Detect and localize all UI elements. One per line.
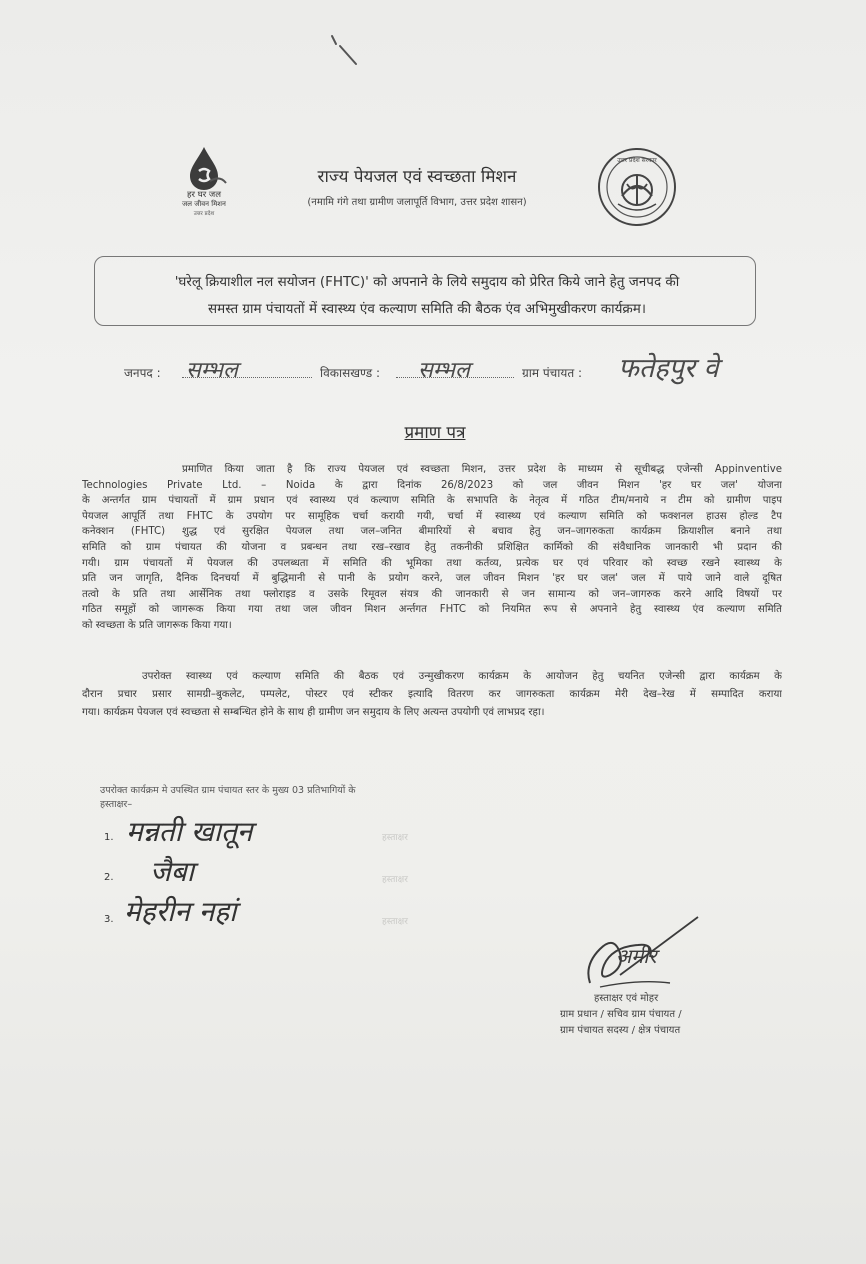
participants-intro <box>100 784 480 812</box>
program-heading-line-1: 'घरेलू क्रियाशील नल सयोजन (FHTC)' को अपनाने के लिये समुदाय को प्रेरित किये जाने हेतु जनपद की <box>174 274 680 290</box>
panchayat-value: फतेहपुर वे <box>618 353 719 384</box>
location-fields-row <box>124 353 784 386</box>
paragraph-1-line: गठित समूहों को जागरूक किया गया तथा जल जीवन मिशन अर्न्तगत FHTC को नियमित रूप से अपनाने हेतु स्वास्थ्य एंव कल्याण समिति <box>82 604 782 616</box>
district-dotted-line <box>182 376 312 378</box>
authority-designation-line-2: ग्राम पंचायत सदस्य / क्षेत्र पंचायत <box>560 1025 681 1036</box>
participant-faint-label: हस्ताक्षर <box>382 833 408 843</box>
paragraph-2-line: गया। कार्यक्रम पेयजल एवं स्वच्छता से सम्बन्धित होने के साथ ही ग्रामीण जन समुदाय के लिए अत्यन्त उपयोगी एवं लाभप्रद रहा। <box>82 707 545 718</box>
certificate-paragraph-1 <box>82 462 782 634</box>
paragraph-2-line: उपरोक्त स्वास्थ्य एवं कल्याण समिति की बैठक एवं उन्मुखीकरण कार्यक्रम के आयोजन हेतु चयनित एजेन्सी द्वारा कार्यक्रम के <box>142 671 782 682</box>
participant-number: 3. <box>104 914 114 925</box>
certificate-paragraph-2 <box>82 668 782 722</box>
logo-text-1: हर घर जल <box>187 190 221 200</box>
paragraph-1-line: प्रति जन जागृति, दैनिक दिनचर्या में बुद्धिमानी से पानी के प्रयोग करने, जल जीवन मिशन 'हर घर जल' जल में पाये जाने वाले दूषित <box>82 573 782 585</box>
har-ghar-jal-logo <box>168 145 248 220</box>
authority-designation-line-1: ग्राम प्रधान / सचिव ग्राम पंचायत / <box>560 1009 682 1020</box>
participant-signature: जैबा <box>150 855 195 888</box>
block-value: सम्भल <box>418 358 470 383</box>
paragraph-1-line: गयी। ग्राम पंचायतों में पेयजल की उपलब्धता में समिति की भूमिका तथा कर्तव्य, प्रत्येक घर एवं परिवार को स्वच्छ रखने स्वास्थ्य के <box>82 557 782 569</box>
paragraph-1-line: के अन्तर्गत ग्राम पंचायतों में ग्राम प्रधान एवं स्वास्थ्य एवं कल्याण समिति के सभापति के नेतृत्व में गठित टीम/मनाये न टीम को ग्रामीण पाइप <box>82 495 782 507</box>
participant-faint-label: हस्ताक्षर <box>382 917 408 927</box>
up-government-emblem <box>594 146 680 228</box>
program-heading-line-2: समस्त ग्राम पंचायतों में स्वास्थ्य एंव कल्याण समिति की बैठक एंव अभिमुखीकरण कार्यक्रम। <box>208 301 646 317</box>
panchayat-label: ग्राम पंचायत : <box>522 366 583 380</box>
participants-intro-line-2: हस्ताक्षर– <box>100 799 133 810</box>
organization-subtitle: (नमामि गंगे तथा ग्रामीण जलापूर्ति विभाग, उत्तर प्रदेश शासन) <box>307 197 527 208</box>
certificate-title: प्रमाण पत्र <box>404 423 466 443</box>
paragraph-1-line: कनेक्शन (FHTC) शुद्ध एवं सुरक्षित पेयजल तथा जल–जनित बीमारियों से बचाव हेतु जन–जागरुकता कार्यक्रम क्रियाशील बनाने तथा <box>82 526 782 538</box>
participants-intro-line-1: उपरोक्त कार्यक्रम मे उपस्थित ग्राम पंचायत स्तर के मुख्य 03 प्रतिभागियों के <box>100 785 356 796</box>
block-dotted-line <box>396 376 514 378</box>
paragraph-2-line: दौरान प्रचार प्रसार सामग्री–बुकलेट, पम्पलेट, पोस्टर एवं स्टीकर इत्यादि वितरण कर जागरुकता कार्यक्रम मेरी देख–रेख में सम्पादित कराया <box>82 689 782 700</box>
participant-signature: मन्नती खातून <box>126 815 253 848</box>
participant-number: 2. <box>104 872 114 883</box>
paragraph-1-line: Technologies Private Ltd. – Noida के द्वारा दिनांक 26/8/2023 को जल जीवन मिशन 'हर घर जल' योजना <box>82 479 782 491</box>
stamp-label: हस्ताक्षर एवं मोहर <box>594 993 659 1004</box>
logo-text-2: जल जीवन मिशन <box>182 200 226 208</box>
district-label: जनपद : <box>124 366 161 380</box>
participant-number: 1. <box>104 832 114 843</box>
paragraph-1-line: को स्वच्छता के प्रति जागरूक किया गया। <box>82 619 232 631</box>
participant-faint-label: हस्ताक्षर <box>382 875 408 885</box>
emblem-text: उत्तर प्रदेश सरकार <box>617 157 657 164</box>
participant-signature: मेहरीन नहां <box>124 895 237 928</box>
block-label: विकासखण्ड : <box>320 366 381 380</box>
paragraph-1-line: प्रमाणित किया जाता है कि राज्य पेयजल एवं स्वच्छता मिशन, उत्तर प्रदेश के माध्यम से सूचीबद्ध एजेन्सी Appinventive <box>182 464 782 475</box>
paragraph-1-line: पेयजल आपूर्ति तथा FHTC के उपयोग पर सामूहिक चर्चा करायी गयी, चर्चा में स्वास्थ्य एवं कल्याण समिति को फक्शनल हाउस होल्ड टैप <box>82 510 782 522</box>
authority-signature-text: अमीर <box>616 944 657 968</box>
pen-mark-decoration <box>326 30 366 72</box>
paragraph-1-line: तत्वो के प्रति तथा आर्सेनिक तथा फ्लोराइड व उसके रिमूवल संयत्र की जानकारी से जन सामान्य को जन–जागरुक करने आदि विषयों पर <box>82 588 782 600</box>
district-value: सम्भल <box>186 358 238 383</box>
paragraph-1-line: समिति को ग्राम पंचायत की योजना व प्रबन्धन तथा रख–रखाव हेतु तकनीकी प्रशिक्षित कार्मिको की संवैधानिक जानकारी भी प्रदान की <box>82 541 782 553</box>
logo-text-3: उत्तर प्रदेश <box>193 211 215 217</box>
organization-title: राज्य पेयजल एवं स्वच्छता मिशन <box>317 167 517 187</box>
water-drop-icon <box>168 145 248 191</box>
